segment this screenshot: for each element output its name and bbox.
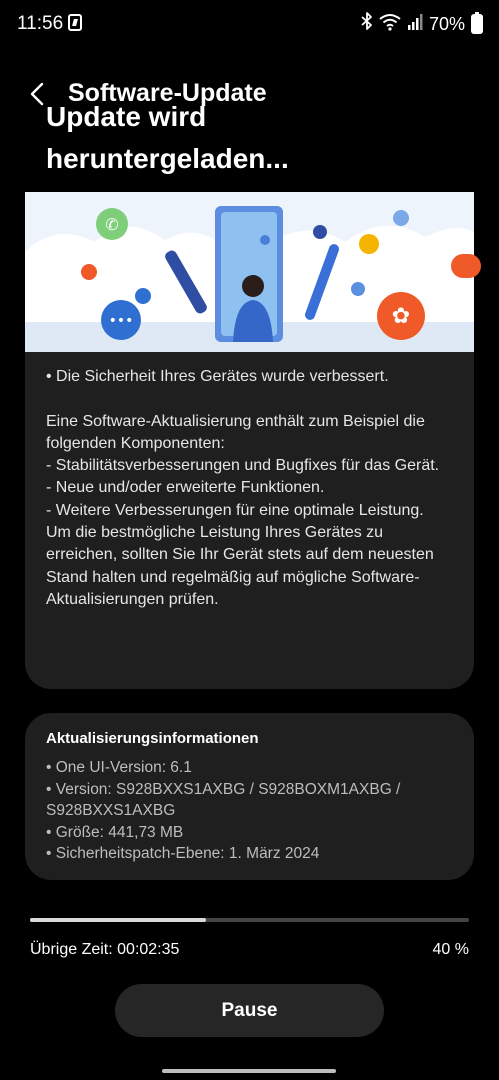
download-status-heading (46, 101, 466, 184)
download-status-text: Update wird heruntergeladen... (46, 101, 289, 174)
signal-icon (407, 14, 423, 35)
download-percent: 40 % (432, 941, 469, 958)
home-indicator[interactable] (162, 1069, 336, 1073)
status-bar (0, 0, 499, 48)
download-progress-bar (30, 918, 469, 922)
remaining-time: Übrige Zeit: 00:02:35 (30, 941, 180, 958)
update-illustration-graphic (25, 192, 474, 352)
update-info-title: Aktualisierungsinformationen (46, 730, 259, 747)
info-item-ui-version: • One UI-Version: 6.1 (46, 759, 192, 776)
info-item-size: • Größe: 441,73 MB (46, 823, 184, 841)
notification-icon (68, 14, 82, 31)
update-illustration (25, 192, 474, 352)
bluetooth-icon (361, 12, 373, 36)
battery-icon (471, 14, 483, 34)
status-time: 11:56 (17, 13, 64, 34)
wifi-icon (379, 13, 401, 36)
pause-button[interactable]: Pause (115, 984, 384, 1037)
info-item-security-patch: • Sicherheitspatch-Ebene: 1. März 2024 (46, 845, 320, 862)
info-item-version: • Version: S928BXXS1AXBG / S928BOXM1AXBG / S928BXXS1AXBG (46, 780, 401, 819)
svg-text:✿: ✿ (391, 304, 411, 329)
changelog-card (25, 192, 474, 689)
svg-text:•••: ••• (108, 313, 134, 329)
page-title: Software-Update (68, 79, 267, 107)
battery-percent: 70% (428, 13, 465, 34)
download-progress-fill (30, 918, 206, 922)
update-info-card (25, 713, 474, 880)
status-icons (361, 12, 483, 36)
update-info-list (46, 757, 453, 865)
svg-text:✆: ✆ (105, 215, 119, 234)
changelog-text: • Die Sicherheit Ihres Gerätes wurde verbessert. Eine Software-Aktualisierung enthält zum Beispiel die folgenden Komponenten: - Stabilitätsverbesserungen und Bugfixes für das Gerät. - Neue und/oder erweiterte Funktionen. - Weitere Verbesserungen für eine optimale Leistung. Um die bestmögliche Leistung Ihres Gerätes zu erreichen, sollten Sie Ihr Gerät stets auf dem neuesten Stand halten und regelmäßig auf mögliche Software-Aktualisierungen prüfen. (46, 368, 440, 608)
